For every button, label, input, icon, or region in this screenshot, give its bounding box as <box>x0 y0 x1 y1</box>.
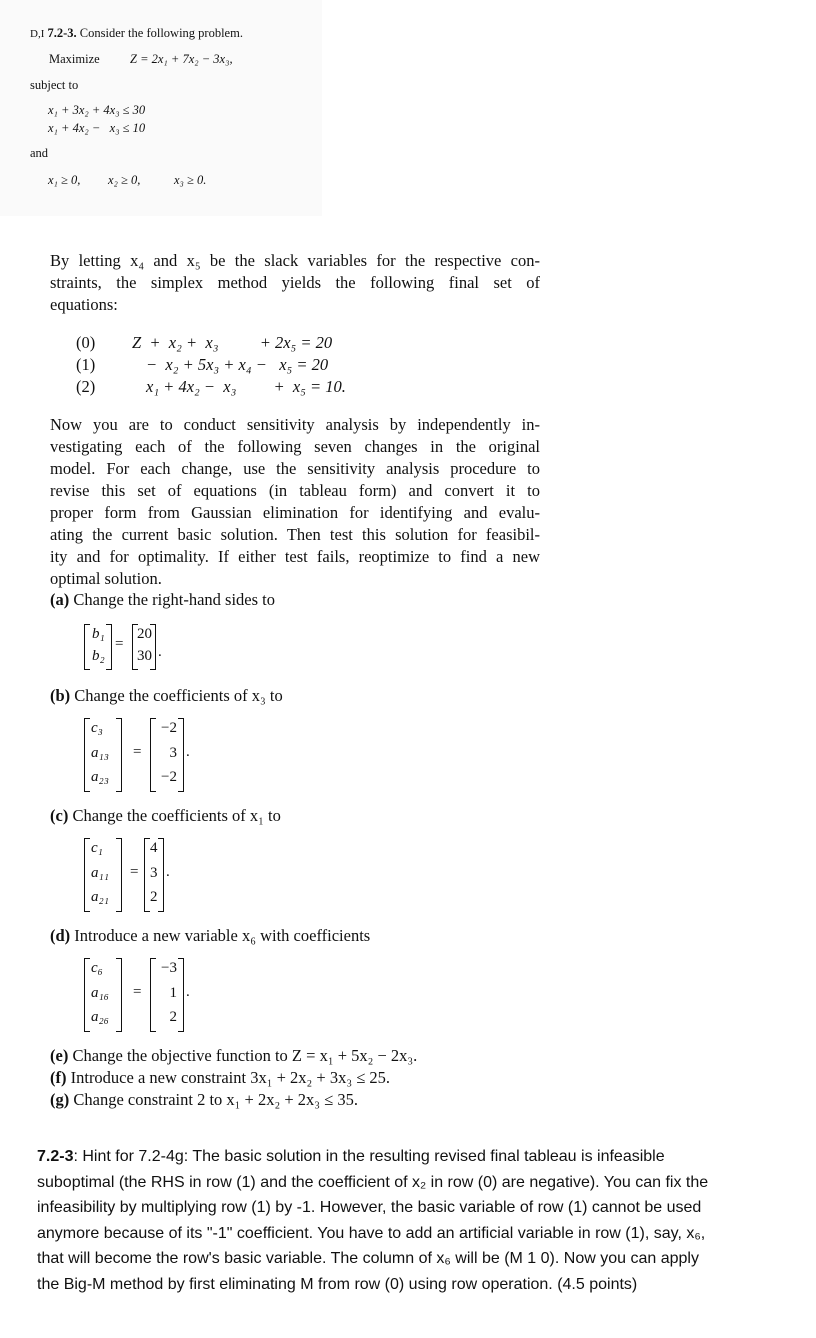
matrix-c-lhs <box>84 838 122 912</box>
hint-line: the Big-M method by first eliminating M from row (0) using row operation. (4.5 points) <box>37 1275 638 1293</box>
part-g-label: (g) <box>50 1090 70 1109</box>
analysis-paragraph <box>50 414 540 590</box>
part-b-label: (b) <box>50 686 71 705</box>
matrix-cell: 2 <box>150 889 158 905</box>
part-g-text: Change constraint 2 to x₁ + 2x₂ + 2x₃ ≤ 35. <box>73 1090 358 1109</box>
problem-text: Consider the following problem. <box>79 26 243 40</box>
matrix-cell: a₁₁ <box>91 865 109 881</box>
matrix-cell: a₁₆ <box>91 985 109 1001</box>
analysis-line: ating the current basic solution. Then test this solution for feasibil- <box>50 525 540 544</box>
matrix-d-lhs <box>84 958 122 1032</box>
part-e <box>50 1046 417 1066</box>
matrix-b-lhs <box>84 718 122 792</box>
matrix-cell: c₁ <box>91 840 103 856</box>
hint-paragraph <box>37 1144 749 1297</box>
part-e-label: (e) <box>50 1046 69 1065</box>
part-b <box>50 686 283 706</box>
objective-expression: Z = 2x₁ + 7x₂ − 3x₃, <box>130 52 233 66</box>
hint-label: 7.2-3 <box>37 1148 74 1165</box>
matrix-a-lhs <box>84 624 112 670</box>
matrix-d-rhs <box>150 958 184 1032</box>
equation-1: − x₂ + 5x₃ + x₄ − x₅ = 20 <box>146 355 329 374</box>
equals-sign: = <box>133 744 142 760</box>
matrix-cell: 4 <box>150 840 158 856</box>
hint-text: : Hint for 7.2-4g: The basic solution in the resulting revised final tableau is infeasible <box>73 1148 665 1165</box>
analysis-line: Now you are to conduct sensitivity analysis by independently in- <box>50 415 540 434</box>
part-c <box>50 806 281 826</box>
hint-line <box>37 1144 749 1170</box>
period: . <box>186 744 190 760</box>
constraint-1: x₁ + 3x₂ + 4x₃ ≤ 30 <box>48 103 146 117</box>
equals-sign: = <box>133 984 142 1000</box>
matrix-cell: 30 <box>137 648 152 664</box>
matrix-b-rhs <box>150 718 184 792</box>
problem-prefix: D,I <box>30 28 45 40</box>
part-f <box>50 1068 390 1088</box>
matrix-cell: a₂₆ <box>91 1009 109 1025</box>
matrix-cell: b₁ <box>92 626 105 642</box>
matrix-cell: −2 <box>161 720 177 736</box>
equation-label-1: (1) <box>76 355 96 374</box>
part-f-text: Introduce a new constraint 3x₁ + 2x₂ + 3x₃ ≤ 25. <box>70 1068 391 1087</box>
equation-label-2: (2) <box>76 377 96 396</box>
part-d-text: Introduce a new variable x₆ with coefficients <box>74 926 371 945</box>
part-f-label: (f) <box>50 1068 67 1087</box>
part-e-text: Change the objective function to Z = x₁ + 5x₂ − 2x₃. <box>72 1046 418 1065</box>
problem-number: 7.2-3. <box>47 26 77 40</box>
intro-line: By letting x₄ and x₅ be the slack variables for the respective con- <box>50 251 540 270</box>
matrix-cell: 3 <box>150 865 158 881</box>
intro-line: straints, the simplex method yields the following final set of <box>50 273 540 292</box>
problem-header <box>30 26 243 41</box>
part-c-text: Change the coefficients of x₁ to <box>72 806 281 825</box>
constraint-2: x₁ + 4x₂ − x₃ ≤ 10 <box>48 121 146 135</box>
equals-sign: = <box>115 636 124 652</box>
analysis-line: ity and for optimality. If either test fails, reoptimize to find a new <box>50 547 540 566</box>
equation-label-0: (0) <box>76 333 96 352</box>
analysis-line: revise this set of equations (in tableau form) and convert it to <box>50 481 540 500</box>
period: . <box>166 864 170 880</box>
matrix-cell: c₃ <box>91 720 103 736</box>
part-a <box>50 590 275 610</box>
analysis-line: model. For each change, use the sensitivity analysis procedure to <box>50 459 540 478</box>
matrix-cell: −2 <box>161 769 177 785</box>
analysis-line: optimal solution. <box>50 569 162 588</box>
period: . <box>158 644 162 660</box>
and-label: and <box>30 146 49 160</box>
equation-0: Z + x₂ + x₃ + 2x₅ = 20 <box>132 333 333 352</box>
nonneg-x3: x₃ ≥ 0. <box>174 173 207 187</box>
matrix-cell: 20 <box>137 626 152 642</box>
equation-2: x₁ + 4x₂ − x₃ + x₅ = 10. <box>146 377 346 396</box>
objective-label: Maximize <box>49 52 100 66</box>
matrix-cell: b₂ <box>92 648 105 664</box>
part-b-text: Change the coefficients of x₃ to <box>74 686 283 705</box>
hint-line: suboptimal (the RHS in row (1) and the coefficient of x₂ in row (0) are negative). You can fix the <box>37 1173 709 1191</box>
hint-line: anymore because of its "-1" coefficient. You have to add an artificial variable in row (1), say, x₆, <box>37 1224 706 1242</box>
matrix-cell: −3 <box>161 960 177 976</box>
matrix-cell: a₂₁ <box>91 889 109 905</box>
subject-to-label: subject to <box>30 78 79 92</box>
analysis-line: proper form from Gaussian elimination for identifying and evalu- <box>50 503 540 522</box>
matrix-cell: 3 <box>169 745 177 761</box>
matrix-a-rhs <box>132 624 156 670</box>
part-g <box>50 1090 358 1110</box>
hint-line: that will become the row's basic variable. The column of x₆ will be (M 1 0). Now you can apply <box>37 1250 699 1267</box>
matrix-c-rhs <box>144 838 164 912</box>
matrix-cell: c₆ <box>91 960 103 976</box>
analysis-line: vestigating each of the following seven changes in the original <box>50 437 540 456</box>
part-a-label: (a) <box>50 590 70 609</box>
hint-line: infeasibility by multiplying row (1) by -1. However, the basic variable of row (1) cannot be used <box>37 1199 702 1216</box>
part-c-label: (c) <box>50 806 69 825</box>
nonneg-x2: x₂ ≥ 0, <box>108 173 141 187</box>
part-d-label: (d) <box>50 926 71 945</box>
matrix-cell: a₂₃ <box>91 769 109 785</box>
nonneg-x1: x₁ ≥ 0, <box>48 173 81 187</box>
part-d <box>50 926 370 946</box>
part-a-text: Change the right-hand sides to <box>73 590 276 609</box>
intro-line: equations: <box>50 295 118 314</box>
period: . <box>186 984 190 1000</box>
matrix-cell: a₁₃ <box>91 745 109 761</box>
equals-sign: = <box>130 864 139 880</box>
matrix-cell: 2 <box>169 1009 177 1025</box>
matrix-cell: 1 <box>169 985 177 1001</box>
intro-paragraph <box>50 250 540 316</box>
